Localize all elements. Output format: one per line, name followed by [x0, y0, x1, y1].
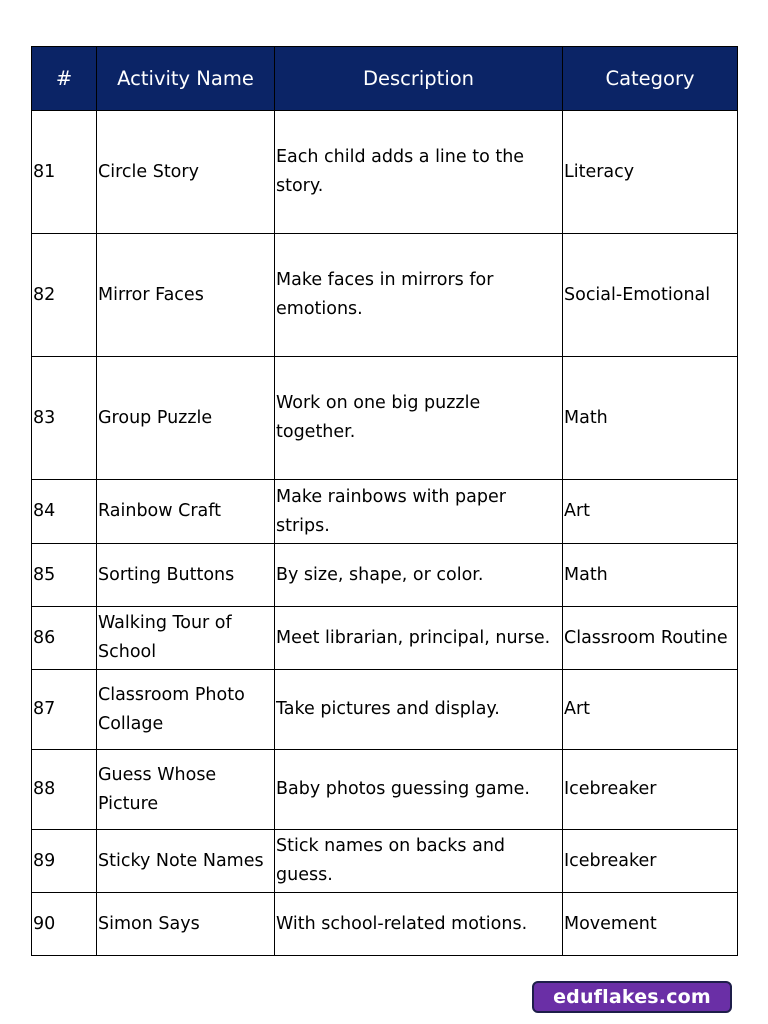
cell-category: Icebreaker	[563, 830, 738, 893]
cell-category: Classroom Routine	[563, 607, 738, 670]
table-row	[32, 670, 738, 750]
cell-category: Math	[563, 544, 738, 607]
cell-category: Art	[563, 670, 738, 750]
cell-category: Social-Emotional	[563, 234, 738, 357]
cell-description: Work on one big puzzle together.	[275, 357, 563, 480]
cell-number: 81	[32, 111, 97, 234]
cell-number: 83	[32, 357, 97, 480]
cell-description: Each child adds a line to the story.	[275, 111, 563, 234]
cell-activity-name: Classroom Photo Collage	[97, 670, 275, 750]
table-header	[32, 47, 738, 111]
cell-number: 85	[32, 544, 97, 607]
header-row	[32, 47, 738, 111]
cell-activity-name: Group Puzzle	[97, 357, 275, 480]
table-row	[32, 357, 738, 480]
cell-number: 82	[32, 234, 97, 357]
table-row	[32, 480, 738, 544]
cell-number: 88	[32, 750, 97, 830]
cell-activity-name: Simon Says	[97, 893, 275, 956]
cell-description: Take pictures and display.	[275, 670, 563, 750]
cell-description: Meet librarian, principal, nurse.	[275, 607, 563, 670]
cell-activity-name: Circle Story	[97, 111, 275, 234]
table-row	[32, 111, 738, 234]
cell-description: Baby photos guessing game.	[275, 750, 563, 830]
cell-category: Icebreaker	[563, 750, 738, 830]
cell-category: Art	[563, 480, 738, 544]
cell-activity-name: Sorting Buttons	[97, 544, 275, 607]
cell-activity-name: Sticky Note Names	[97, 830, 275, 893]
table-row	[32, 234, 738, 357]
activities-table	[31, 46, 738, 956]
cell-number: 84	[32, 480, 97, 544]
table-row	[32, 830, 738, 893]
header-category: Category	[563, 47, 738, 111]
cell-description: Make faces in mirrors for emotions.	[275, 234, 563, 357]
cell-category: Movement	[563, 893, 738, 956]
table-row	[32, 893, 738, 956]
cell-description: Stick names on backs and guess.	[275, 830, 563, 893]
cell-description: By size, shape, or color.	[275, 544, 563, 607]
table-body	[32, 111, 738, 956]
cell-activity-name: Guess Whose Picture	[97, 750, 275, 830]
table-row	[32, 544, 738, 607]
cell-activity-name: Mirror Faces	[97, 234, 275, 357]
header-description: Description	[275, 47, 563, 111]
table-row	[32, 607, 738, 670]
cell-number: 89	[32, 830, 97, 893]
cell-description: With school-related motions.	[275, 893, 563, 956]
cell-category: Math	[563, 357, 738, 480]
cell-number: 87	[32, 670, 97, 750]
cell-description: Make rainbows with paper strips.	[275, 480, 563, 544]
cell-activity-name: Rainbow Craft	[97, 480, 275, 544]
header-activity-name: Activity Name	[97, 47, 275, 111]
cell-activity-name: Walking Tour of School	[97, 607, 275, 670]
table-row	[32, 750, 738, 830]
cell-number: 86	[32, 607, 97, 670]
cell-category: Literacy	[563, 111, 738, 234]
cell-number: 90	[32, 893, 97, 956]
eduflakes-watermark: eduflakes.com	[532, 981, 732, 1013]
header-number: #	[32, 47, 97, 111]
